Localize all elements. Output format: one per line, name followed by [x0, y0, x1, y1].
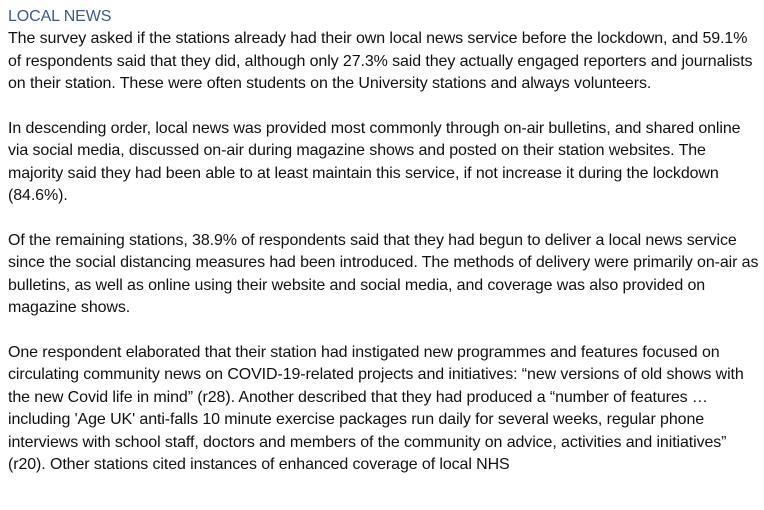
paragraph-respondent-elaborated: One respondent elaborated that their station had instigated new programmes and features focused on circulating community news on COVID-19-related projects and initiatives: “new versions of old shows with the new Covid life in mind” (r28). Another described that they had produced a “number of features … including 'Age UK' anti-falls 10 minute exercise packages run daily for several weeks, regular phone interviews with school staff, doctors and members of the community on advice, activities and initiatives” (r20). Other stations cited instances of enhanced coverage of local NHS: [8, 343, 744, 473]
paragraph-descending-order: In descending order, local news was provided most commonly through on-air bulletins, and shared online via social media, discussed on-air during magazine shows and posted on their station websites. The majority said they had been able to at least maintain this service, if not increase it during the lockdown (84.6%).: [8, 119, 741, 204]
paragraph-remaining-stations: Of the remaining stations, 38.9% of respondents said that they had begun to deliver a local news service since the social distancing measures had been introduced. The methods of delivery were primarily on-air as bulletins, as well as online using their website and social media, and coverage was also provided on magazine shows.: [8, 231, 759, 316]
document-page: [8, 6, 760, 499]
section-heading: LOCAL NEWS: [8, 8, 112, 25]
paragraph-survey: The survey asked if the stations already had their own local news service before the lockdown, and 59.1% of respondents said that they did, although only 27.3% said they actually engaged reporters and journalists on their station. These were often students on the University stations and always volunteers.: [8, 30, 753, 92]
